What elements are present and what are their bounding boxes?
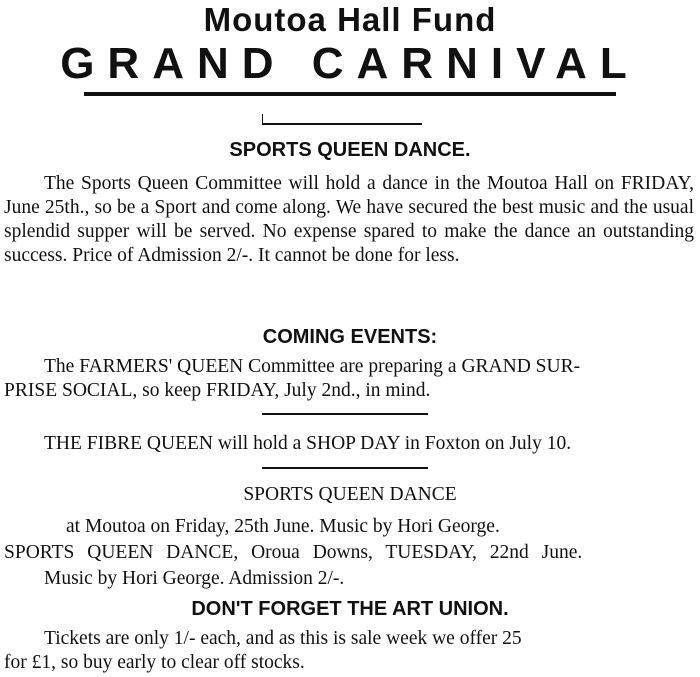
separator-small	[262, 123, 422, 125]
event-farmers-queen-line1: The FARMERS' QUEEN Committee are preparing a GRAND SUR-	[44, 356, 581, 377]
header-rule	[84, 92, 616, 96]
art-union-line2: for £1, so buy early to clear off stocks.	[4, 652, 305, 673]
event-sports-queen-dance-title: SPORTS QUEEN DANCE	[243, 484, 457, 505]
section-heading-coming-events: COMING EVENTS:	[262, 326, 438, 348]
sports-queen-dance-body: The Sports Queen Committee will hold a dance in the Moutoa Hall on FRIDAY, June 25th., so be a Sport and come along. We have secured the best music and the usual splendid supper will be served. No expense spared to make the dance an outstanding success. Price of Admission 2/-. It cannot be done for less.	[4, 173, 694, 266]
event-fibre-queen: THE FIBRE QUEEN will hold a SHOP DAY in Foxton on July 10.	[44, 433, 572, 454]
section-heading-sports-queen-dance: SPORTS QUEEN DANCE.	[229, 139, 471, 161]
art-union-line1: Tickets are only 1/- each, and as this is sale week we offer 25	[44, 628, 522, 649]
title-carnival: GRAND CARNIVAL	[60, 39, 640, 88]
event-oroua-downs-line1: SPORTS QUEEN DANCE, Oroua Downs, TUESDAY, 22nd June.	[4, 542, 583, 563]
event-oroua-downs-line2: Music by Hori George. Admission 2/-.	[44, 568, 345, 589]
separator-1	[262, 413, 428, 415]
separator-small-tick	[262, 114, 263, 125]
event-sports-queen-dance-detail: at Moutoa on Friday, 25th June. Music by Hori George.	[66, 516, 500, 537]
title-fund: Moutoa Hall Fund	[203, 1, 497, 38]
separator-2	[262, 467, 428, 469]
section-heading-art-union: DON'T FORGET THE ART UNION.	[191, 598, 509, 620]
event-farmers-queen-line2: PRISE SOCIAL, so keep FRIDAY, July 2nd., in mind.	[4, 380, 431, 401]
